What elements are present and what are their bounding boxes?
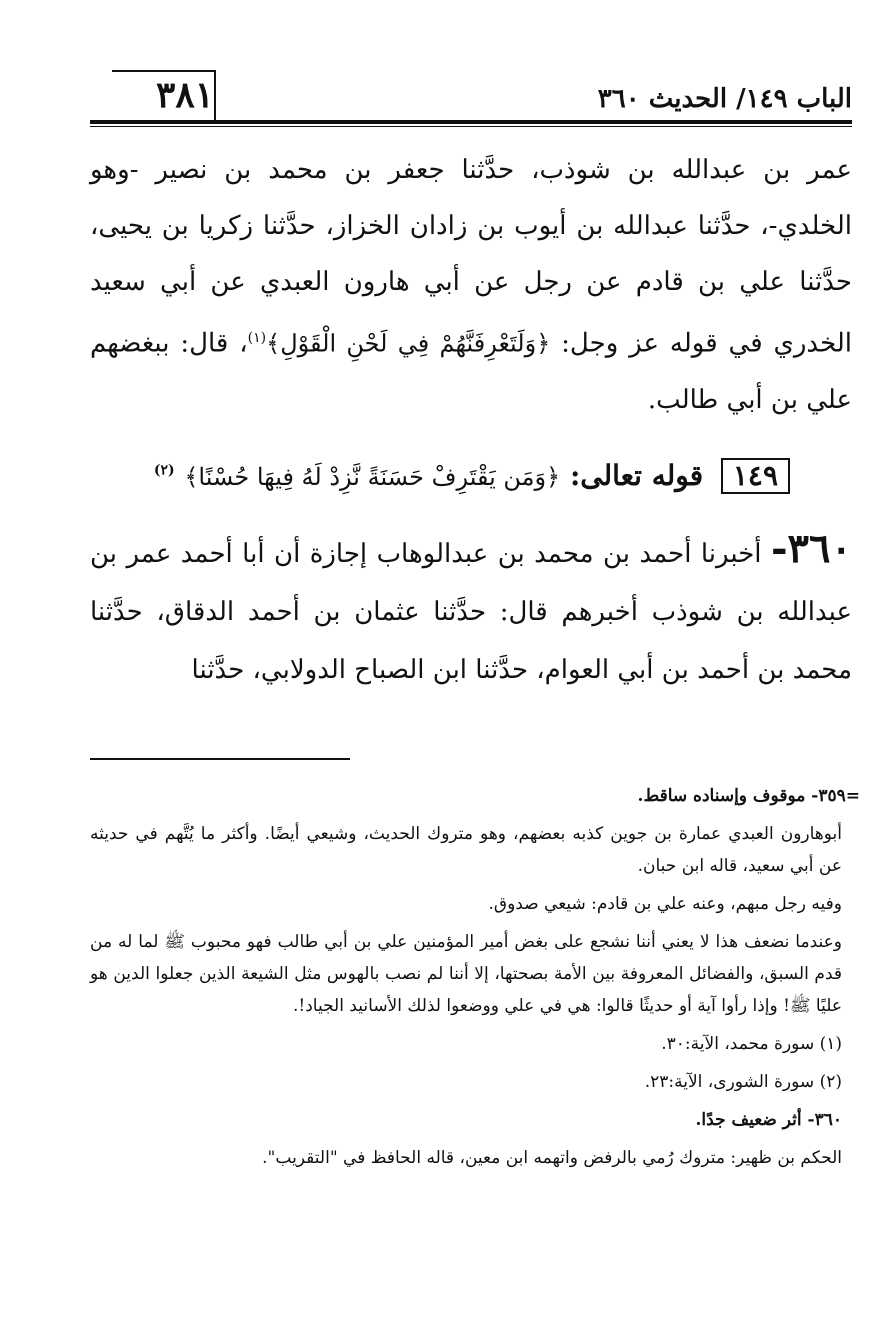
main-text-part2: ، قال: ببغضهم علي بن أبي طالب. [90,328,852,415]
footnote-separator [90,758,350,760]
footnote-2: (٢) سورة الشورى، الآية:٢٣. [644,1072,842,1092]
footnote-ref-1: (١) [247,330,267,346]
hadith-text: أخبرنا أحمد بن محمد بن عبدالوهاب إجازة أن أبا أحمد عمر بن عبدالله بن شوذب أخبرهم قال: حدَّثنا عثمان بن أحمد الدقاق، حدَّثنا محمد بن أحمد بن أبي العوام، حدَّثنا ابن الصباح الدولابي، حدَّثنا [90,539,852,685]
footnote-ref-2: (٢) [153,462,175,479]
quran-verse-1: ﴿وَلَتَعْرِفَنَّهُمْ فِي لَحْنِ الْقَوْلِ﴾ [266,329,551,358]
footnote-1: (١) سورة محمد، الآية:٣٠. [661,1034,842,1054]
section-number: ١٤٩ [721,458,790,494]
footnote-359-p2: وفيه رجل مبهم، وعنه علي بن قادم: شيعي صدوق. [488,894,842,914]
hadith-paragraph [90,520,852,699]
footnote-359-p1: أبوهارون العبدي عمارة بن جوين كذبه بعضهم، وهو متروك الحديث، وشيعي أيضًا. وأكثر ما يُتَّهم في حديثه عن أبي سعيد، قاله ابن حبان. [90,824,842,876]
header-rule-thin [90,126,852,127]
footnotes [90,780,860,1180]
section-label: قوله تعالى: [569,459,704,492]
header-rule-thick [90,120,852,124]
footnote-360-head: ٣٦٠- أثر ضعيف جدًا. [695,1110,842,1130]
section-quran-verse: ﴿وَمَن يَقْتَرِفْ حَسَنَةً نَّزِدْ لَهُ فِيهَا حُسْنًا﴾ [184,463,561,491]
page-header [90,70,852,128]
chapter-heading: الباب ١٤٩/ الحديث ٣٦٠ [597,84,852,114]
page-number: ٣٨١ [155,74,214,116]
main-paragraph [90,142,852,428]
footnote-359-p3: وعندما نضعف هذا لا يعني أننا نشجع على بغض أمير المؤمنين علي بن أبي طالب فهو محبوب ﷺ لما له من قدم السبق، والفضائل المعروفة بين الأمة بصحتها، إلا أننا لم نصب بالهوس مثل الشيعة الذين جعلوا الدين هو عليًا ﷺ! وإذا رأوا آية أو حديثًا قالوا: هي في علي ووضعوا لذلك الأسانيد الجياد!. [90,932,842,1016]
footnote-360-p1: الحكم بن ظهير: متروك رُمي بالرفض واتهمه ابن معين، قاله الحافظ في "التقريب". [262,1148,842,1168]
main-text-part1: عمر بن عبدالله بن شوذب، حدَّثنا جعفر بن محمد بن نصير -وهو الخلدي-، حدَّثنا عبدالله بن أيوب بن زادان الخزاز، حدَّثنا زكريا بن يحيى، حدَّثنا علي بن قادم عن رجل عن أبي هارون العبدي عن أبي سعيد الخدري في قوله عز وجل: [90,155,853,359]
hadith-dash: - [770,525,788,572]
hadith-number: ٣٦٠ [787,525,852,572]
section-heading [90,458,790,494]
footnote-359-head: =٣٥٩- موقوف وإسناده ساقط. [637,786,860,806]
